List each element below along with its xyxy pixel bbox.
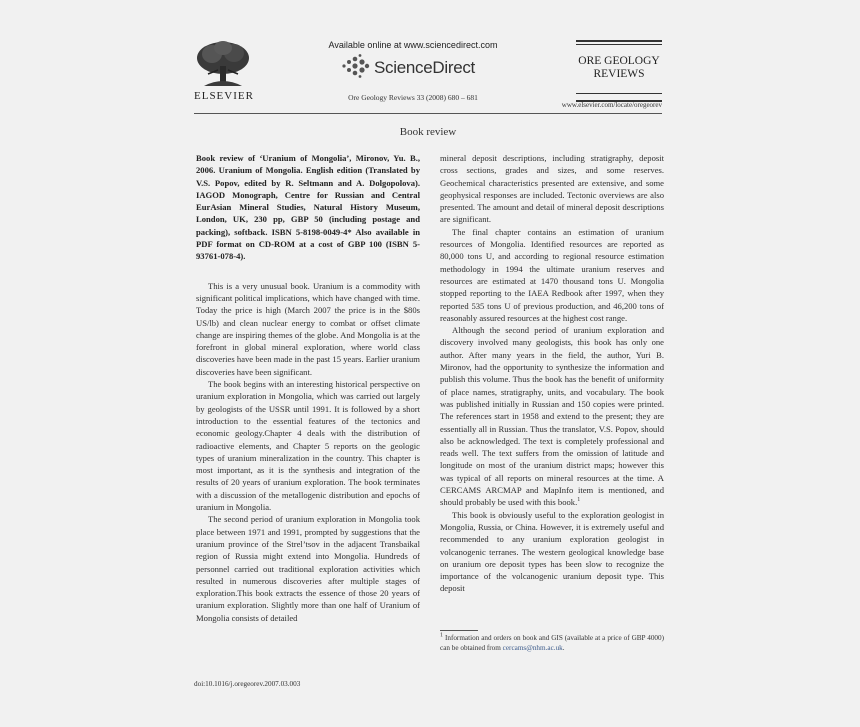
sciencedirect-logo bbox=[340, 52, 490, 80]
right-paragraph bbox=[440, 324, 664, 508]
left-paragraph: The book begins with an interesting historical perspective on uranium exploration in Mongolia, which was carried out largely by geologists of the USSR until 1991. It is followed by a short introduction to the essential features of the tectonics and economic geology.Chapter 4 deals with the distribution of radioactive elements, and Chapter 5 reports on the geologic types of uranium mineralization in the country. This chapter is most important, as it is the synthesis and integration of the results of 20 years of uranium exploration. The book terminates with a discussion of the metallogenic distribution and epochs of uranium in Mongolia. bbox=[196, 379, 420, 513]
footnote-email-link[interactable]: cercams@nhm.ac.uk bbox=[502, 644, 563, 652]
right-paragraph: The final chapter contains an estimation of uranium resources of Mongolia. Identified resources are reported as 80,000 tons U, and according to regional resource estimation methodology in 1994 the ultimate uranium reserves and resources are estimated at 1470 thousand tons U. Mongolia stopped reporting to the IAEA Redbook after 1997, when they reported 535 tons U of previous production, and 46,200 tons of reasonably assured resources at the highest cost range. bbox=[440, 226, 664, 323]
elsevier-wordmark: ELSEVIER bbox=[194, 90, 254, 102]
section-title: Book review bbox=[399, 126, 457, 138]
right-column bbox=[440, 152, 664, 595]
review-heading: Book review of ‘Uranium of Mongolia’, Mironov, Yu. B., 2006. Uranium of Mongolia. English edition (Translated by V.S. Popov, edited by R. Seltmann and A. Dolgopolova). IAGOD Monograph, Centre for Russian and Central EurAsian Mineral Studies, Natural History Museum, London, UK, 230 pp, GBP 50 (including postage and packing), softback. ISBN 5-8198-0049-4* Also available in PDF format on CD-ROM at a cost of GBP 100 (ISBN 5-93761-078-4). bbox=[196, 153, 420, 262]
journal-logo-line2: REVIEWS bbox=[593, 68, 645, 80]
footnote-number: 1 bbox=[440, 632, 443, 639]
sciencedirect-dots-icon bbox=[340, 54, 370, 78]
journal-citation: Ore Geology Reviews 33 (2008) 680 – 681 bbox=[348, 93, 478, 102]
left-paragraph: This is a very unusual book. Uranium is a commodity with significant political implications, which have changed with time. Today the price is high (March 2007 the price is in the $80s US/lb) and clean nuclear energy to combat or offset climate change are inspiring themes of the globe. And Mongolia is at the forefront in global mineral exploration, where world class discoveries have been made in the past 15 years. Earlier uranium discoveries have been significant. bbox=[196, 280, 420, 377]
footnote bbox=[440, 633, 664, 653]
left-paragraph: The second period of uranium exploration in Mongolia took place between 1971 and 1991, prompted by suggestions that the uranium province of the Strel’tsov in the adjacent Transbaikal region of Russia might extend into Mongolia. Hundreds of personnel carried out traditional exploration activities which resulted in numerous discoveries after multiple stages of exploration.This book extracts the essence of those 20 years of uranium exploration. Slightly more than one half of Uranium of Mongolia consists of detailed bbox=[196, 514, 420, 623]
journal-logo bbox=[576, 40, 662, 102]
doi-link[interactable]: doi:10.1016/j.oregeorev.2007.03.003 bbox=[194, 680, 301, 688]
header-divider bbox=[194, 113, 662, 114]
left-column bbox=[196, 152, 420, 624]
right-paragraph: mineral deposit descriptions, including stratigraphy, deposit cross sections, grades and sizes, and some reserves. Geochemical characteristics presented are extensive, and some geophysical responses are included. Tectonic overviews are also presented. The amount and detail of mineral deposit descriptions are significant. bbox=[440, 153, 664, 225]
footnote-marker[interactable]: 1 bbox=[577, 497, 581, 504]
elsevier-tree-icon bbox=[194, 40, 252, 90]
right-paragraph: This book is obviously useful to the exploration geologist in Mongolia, Russia, or China. However, it is extremely useful and recommended to any uranium exploration geologist in volcanogenic terranes. The western geological knowledge base on uranium ore deposit types has been slow to recognize the importance of the volcanogenic uranium deposit type. This deposit bbox=[440, 509, 664, 594]
right-paragraph-text: Although the second period of uranium exploration and discovery involved many geologists, this book has only one author. After many years in the field, the author, Yuri B. Mironov, had the opportunity to synthesize the information and publish this volume. Thus the book has the benefit of uniformity of place names, stratigraphy, units, and vocabulary. The book was published initially in Russian and 150 copies were printed. The references start in 1958 and extend to the present; they are essentially all in Russian. Thus the translator, V.S. Popov, should also be acknowledged. The text is completely professional and reads well. The text suffers from the omission of latitude and longitude on most of the uranium district maps; however this was typical of all reports on mineral resources at the time. A CERCAMS ARCMAP and MapInfo item is mentioned, and should probably be used with this book. bbox=[440, 325, 664, 508]
footnote-text: Information and orders on book and GIS (available at a price of GBP 4000) can be obtained from bbox=[440, 634, 664, 652]
journal-logo-line1: ORE GEOLOGY bbox=[578, 55, 660, 67]
availability-line: Available online at www.sciencedirect.com bbox=[328, 40, 498, 50]
elsevier-logo bbox=[194, 40, 252, 102]
footnote-tail: . bbox=[562, 644, 565, 652]
journal-homepage[interactable]: www.elsevier.com/locate/oregeorev bbox=[561, 101, 662, 109]
sciencedirect-wordmark: ScienceDirect bbox=[374, 58, 475, 77]
footnote-divider bbox=[440, 630, 478, 631]
